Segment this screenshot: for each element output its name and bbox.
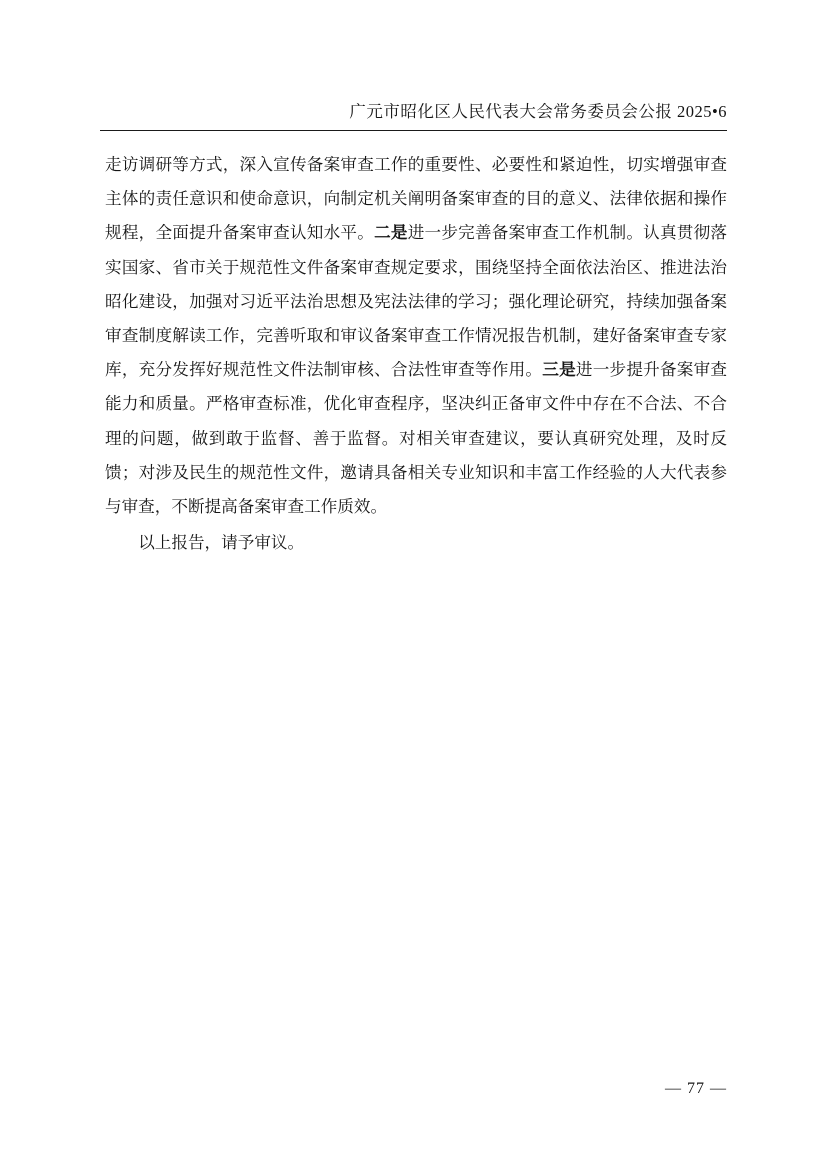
paragraph-1-emphasis-1: 二是 xyxy=(374,223,408,243)
page-footer xyxy=(100,1080,727,1098)
page-header xyxy=(100,98,727,122)
header-title: 广元市昭化区人民代表大会常务委员会公报 2025•6 xyxy=(349,102,727,121)
paragraph-1-emphasis-2: 三是 xyxy=(542,360,576,380)
page-number: — 77 — xyxy=(665,1080,727,1097)
header-divider xyxy=(100,130,727,131)
paragraph-1-segment-1: 走访调研等方式，深入宣传备案审查工作的重要性、必要性和紧迫性，切实增强审查主体的责任意识和使命意识，向制定机关阐明备案审查的目的意义、法律依据和操作规程，全面提升备案审查认知水平。 xyxy=(105,155,727,243)
body-paragraph-2: 以上报告，请予审议。 xyxy=(138,533,305,553)
document-body xyxy=(105,148,727,560)
body-paragraph-1 xyxy=(105,148,727,524)
paragraph-1-segment-2: 进一步完善备案审查工作机制。认真贯彻落实国家、省市关于规范性文件备案审查规定要求，围绕坚持全面依法治区、推进法治昭化建设，加强对习近平法治思想及宪法法律的学习；强化理论研究，持续加强备案审查制度解读工作，完善听取和审议备案审查工作情况报告机制，建好备案审查专家库，充分发挥好规范性文件法制审核、合法性审查等作用。 xyxy=(105,223,728,380)
paragraph-1-segment-3: 进一步提升备案审查能力和质量。严格审查标准，优化审查程序，坚决纠正备审文件中存在不合法、不合理的问题，做到敢于监督、善于监督。对相关审查建议，要认真研究处理，及时反馈；对涉及民生的规范性文件，邀请具备相关专业知识和丰富工作经验的人大代表参与审查，不断提高备案审查工作质效。 xyxy=(105,360,728,517)
